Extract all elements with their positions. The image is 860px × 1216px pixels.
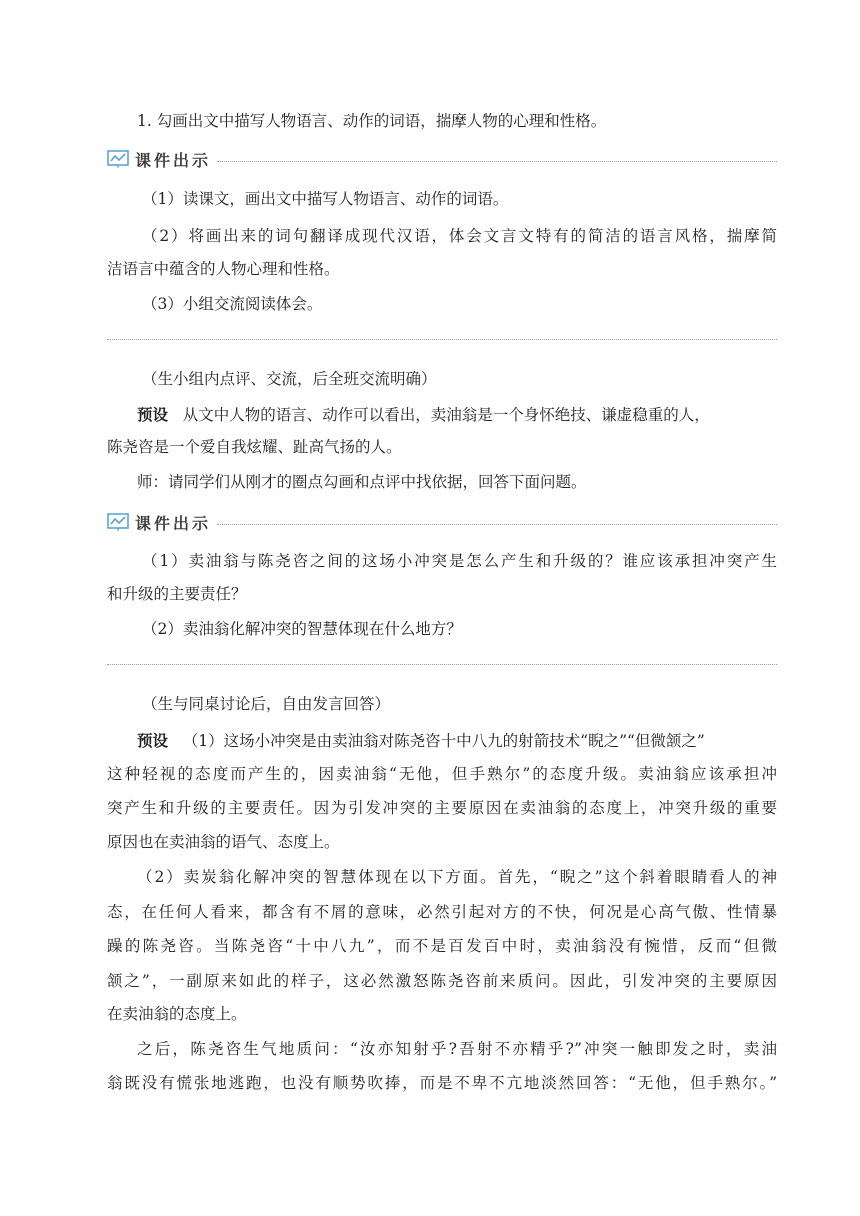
section2-item-1-cont: 和升级的主要责任？: [107, 585, 247, 603]
section1-item-1: （1）读课文，画出文中描写人物语言、动作的词语。: [142, 190, 509, 208]
para2-line: 在卖油翁的态度上。: [107, 1005, 247, 1023]
section1-item-3: （3）小组交流阅读体会。: [142, 295, 323, 313]
answer2-line: 原因也在卖油翁的语气、态度上。: [107, 833, 340, 851]
section1-item-2-cont: 洁语言中蕴含的人物心理和性格。: [107, 260, 340, 278]
task-heading: 1. 勾画出文中描写人物语言、动作的词语，揣摩人物的心理和性格。: [137, 112, 607, 130]
answer1-line2: 陈尧咨是一个爱自我炫耀、趾高气扬的人。: [107, 438, 402, 456]
answer1-line1: [137, 404, 777, 426]
chart-icon: [107, 513, 129, 531]
section2-item-1: （1）卖油翁与陈尧咨之间的这场小冲突是怎么产生和升级的？谁应该承担冲突产生: [142, 552, 777, 570]
chart-icon: [107, 150, 129, 168]
discussion-note-2: （生与同桌讨论后，自由发言回答）: [142, 695, 391, 713]
teacher-prompt: 师：请同学们从刚才的圈点勾画和点评中找依据，回答下面问题。: [137, 473, 587, 491]
answer-label: 预设: [137, 731, 169, 750]
dotted-rule: [217, 161, 777, 162]
section-header-courseware-1: [107, 147, 777, 171]
para2-line: 态，在任何人看来，都含有不屑的意味，必然引起对方的不快，何况是心高气傲、性情暴: [107, 903, 777, 921]
answer-label: 预设: [137, 405, 169, 424]
section-header-title: 课件出示: [135, 150, 212, 170]
section2-item-2: （2）卖油翁化解冲突的智慧体现在什么地方？: [142, 620, 462, 638]
answer2-line1: [137, 730, 777, 752]
para2-line: （2）卖炭翁化解冲突的智慧体现在以下方面。首先，“睨之”这个斜着眼睛看人的神: [137, 868, 777, 886]
para2-line: 颔之”，一副原来如此的样子，这必然激怒陈尧咨前来质问。因此，引发冲突的主要原因: [107, 972, 777, 990]
answer2-line: 这种轻视的态度而产生的，因卖油翁“无他，但手熟尔”的态度升级。卖油翁应该承担冲: [107, 765, 777, 783]
dotted-rule: [217, 524, 777, 525]
answer2-text: （1）这场小冲突是由卖油翁对陈尧咨十中八九的射箭技术“睨之”“但微颔之”: [182, 732, 705, 750]
section-separator: [107, 664, 777, 665]
section-separator: [107, 339, 777, 340]
section-header-title: 课件出示: [135, 513, 212, 533]
section-header-courseware-2: [107, 510, 777, 534]
answer1-text: 从文中人物的语言、动作可以看出，卖油翁是一个身怀绝技、谦虚稳重的人，: [182, 406, 710, 424]
para3-line: 翁既没有慌张地逃跑，也没有顺势吹捧，而是不卑不亢地淡然回答：“无他，但手熟尔。”: [107, 1074, 777, 1092]
section1-item-2: （2）将画出来的词句翻译成现代汉语，体会文言文特有的简洁的语言风格，揣摩简: [142, 227, 777, 245]
discussion-note-1: （生小组内点评、交流，后全班交流明确）: [142, 370, 437, 388]
para3-line: 之后，陈尧咨生气地质问：“汝亦知射乎?吾射不亦精乎?”冲突一触即发之时，卖油: [137, 1040, 777, 1058]
answer2-line: 突产生和升级的主要责任。因为引发冲突的主要原因在卖油翁的态度上，冲突升级的重要: [107, 799, 777, 817]
para2-line: 躁的陈尧咨。当陈尧咨“十中八九”，而不是百发百中时，卖油翁没有惋惜，反而“但微: [107, 937, 777, 955]
